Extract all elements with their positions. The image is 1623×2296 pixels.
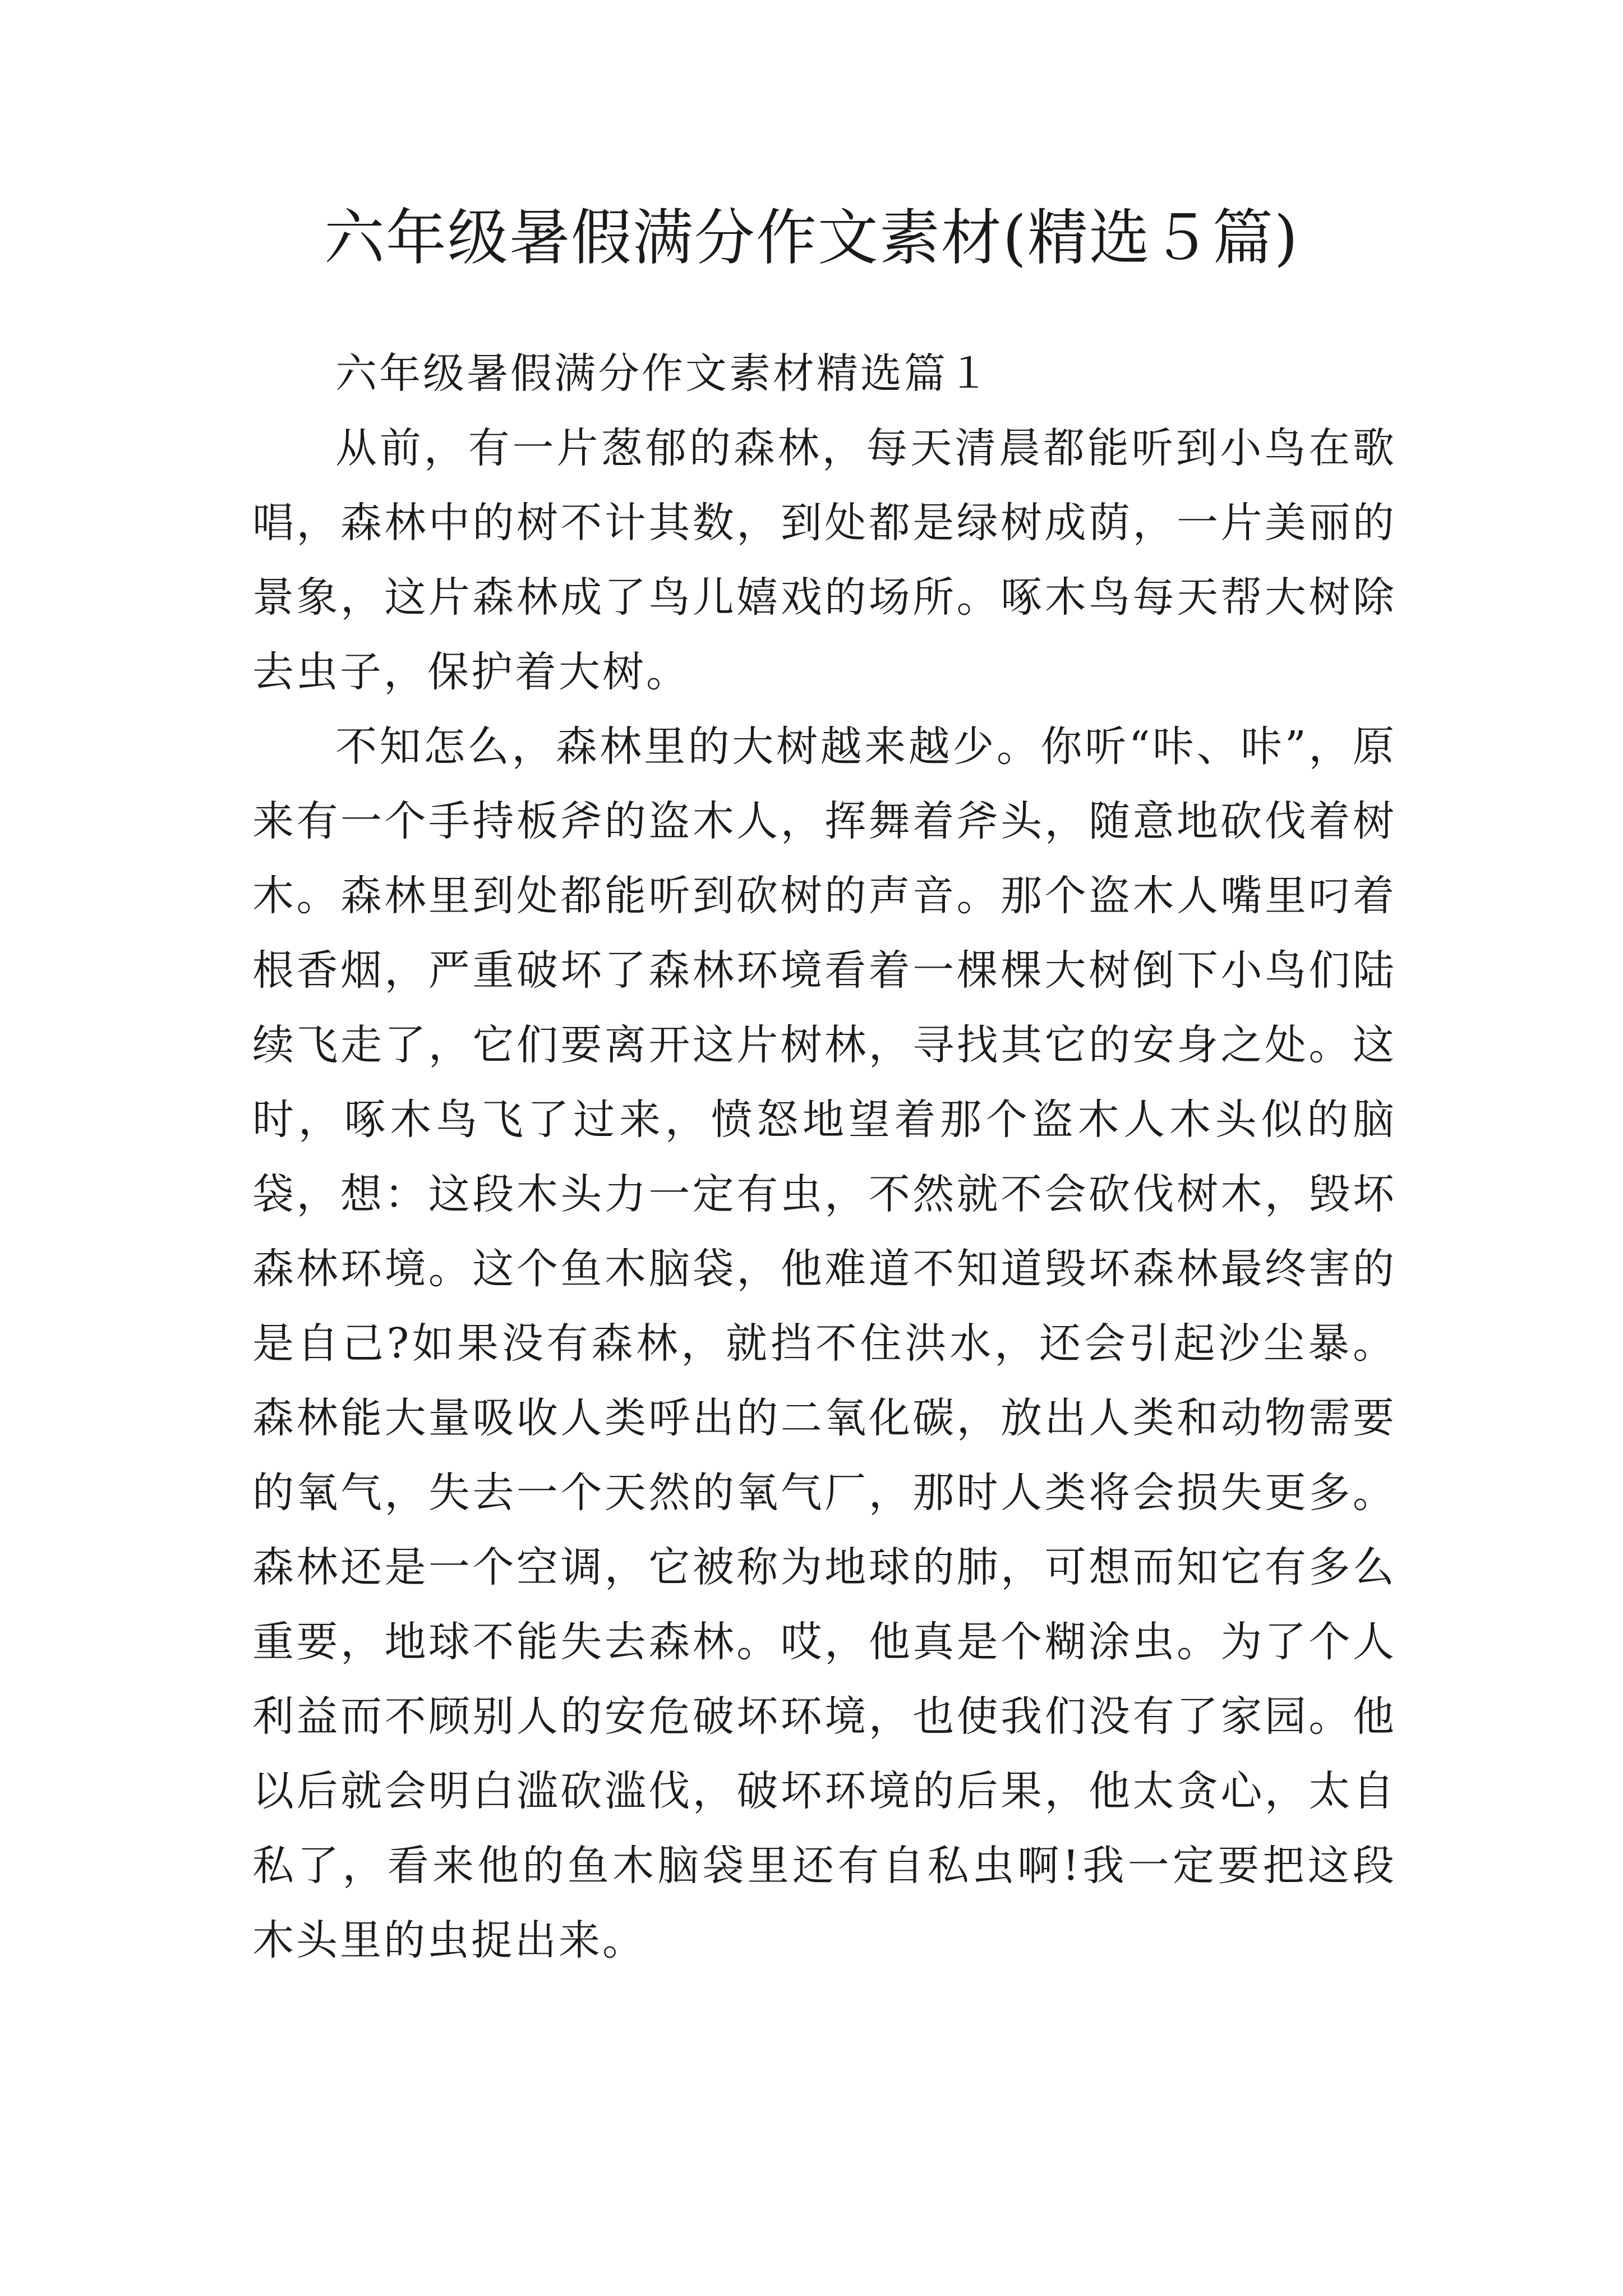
paragraph-2: 不知怎么，森林里的大树越来越少。你听“咔、咔”，原来有一个手持板斧的盗木人，挥舞着斧头，随意地砍伐着树木。森林里到处都能听到砍树的声音。那个盗木人嘴里叼着根香烟，严重破坏了森林环境看着一棵棵大树倒下小鸟们陆续飞走了，它们要离开这片树林，寻找其它的安身之处。这时，啄木鸟飞了过来，愤怒地望着那个盗木人木头似的脑袋，想：这段木头力一定有虫，不然就不会砍伐树木，毁坏森林环境。这个鱼木脑袋，他难道不知道毁坏森林最终害的是自己?如果没有森林，就挡不住洪水，还会引起沙尘暴。森林能大量吸收人类呼出的二氧化碳，放出人类和动物需要的氧气，失去一个天然的氧气厂，那时人类将会损失更多。森林还是一个空调，它被称为地球的肺，可想而知它有多么重要，地球不能失去森林。哎，他真是个糊涂虫。为了个人利益而不顾别人的安危破坏环境，也使我们没有了家园。他以后就会明白滥砍滥伐，破坏环境的后果，他太贪心，太自私了，看来他的鱼木脑袋里还有自私虫啊!我一定要把这段木头里的虫捉出来。 xyxy=(252,723,1396,1964)
section-heading: 六年级暑假满分作文素材精选篇１ xyxy=(335,349,992,398)
document-body xyxy=(252,337,1396,1978)
paragraph-1: 从前，有一片葱郁的森林，每天清晨都能听到小鸟在歌唱，森林中的树不计其数，到处都是绿树成荫，一片美丽的景象，这片森林成了鸟儿嬉戏的场所。啄木鸟每天帮大树除去虫子，保护着大树。 xyxy=(252,424,1396,696)
document-title: 六年级暑假满分作文素材(精选５篇) xyxy=(324,203,1299,273)
